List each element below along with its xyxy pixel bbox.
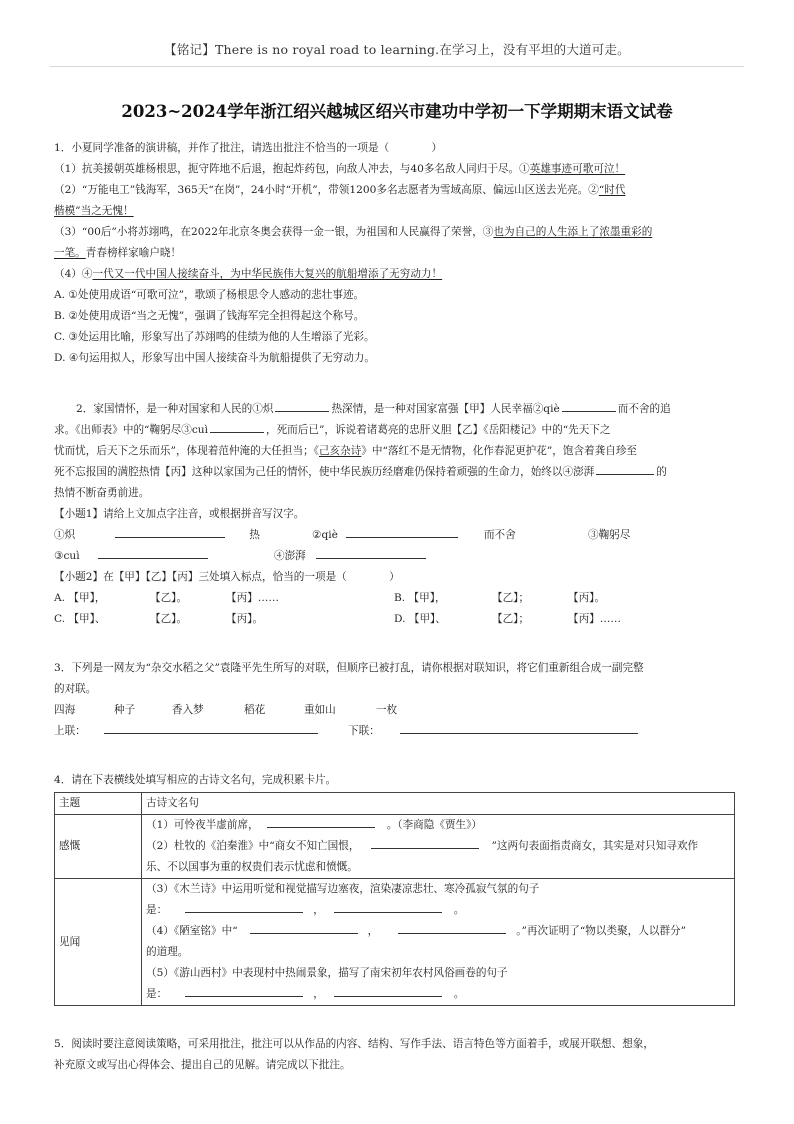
q2-line-3: [54, 441, 740, 462]
q2-l1-text: 2．家国情怀，是一种对国家和人民的①炽: [76, 403, 274, 415]
q1-p1-text: （1）抗美援朝英雄杨根思，扼守阵地不后退，抱起炸药包，向敌人冲去，与40多名敌人同归于尽。①: [54, 163, 530, 175]
q2-fill-5-blank[interactable]: [316, 546, 426, 559]
q4-item-5-answer: [146, 984, 730, 1005]
q2-line-5: 热情不断奋勇前进。: [54, 487, 150, 499]
q4-item-3-answer: [146, 900, 730, 921]
q1-option-d[interactable]: D. ④句运用拟人，形象写出中国人接续奋斗为航船提供了无穷动力。: [54, 352, 375, 364]
q4-r5-period: 。: [453, 988, 465, 1000]
q1-p2-underlined: “时代: [598, 184, 626, 196]
q4-r2-blank[interactable]: [371, 836, 479, 849]
q4-r5-comma: ，: [313, 988, 324, 1000]
q2-fill-1: [54, 525, 312, 546]
q2-sub-1: 【小题1】请给上文加点字注音，或根据拼音写汉字。: [54, 508, 305, 520]
q4-r3-comma: ，: [313, 904, 324, 916]
q2-option-a-3: 【丙】……: [226, 592, 279, 604]
q1-p3-tail: 青春榜样家喻户晓！: [85, 247, 182, 259]
q4-r3-period: 。: [453, 904, 465, 916]
q3-stem-1: 3．下列是一网友为“杂交水稻之父”袁隆平先生所写的对联，但顺序已被打乱，请你根据对联知识，将它们重新组合成一副完整: [54, 662, 644, 674]
q2-option-b-2: 【乙】；: [492, 592, 530, 604]
theme-cell-gankai: 感慨: [55, 815, 142, 879]
q3-lower-blank[interactable]: [400, 721, 638, 734]
q3-answer-row: [54, 721, 740, 742]
q3-word: 种子: [114, 704, 136, 716]
q4-r1-source: 。（李商隐《贾生》）: [386, 819, 483, 831]
question-3: [54, 658, 740, 742]
q2-option-a-2: 【乙】。: [150, 592, 188, 604]
q2-l2-text-b: ，死而后已”，诉说着诸葛亮的忠肝义胆【乙】《岳阳楼记》中的“先天下之: [265, 424, 611, 436]
q2-blank-4[interactable]: [596, 462, 654, 475]
header-motto: 【铭记】There is no royal road to learning.在学习上，没有平坦的大道可走。: [164, 42, 630, 57]
q5-line-2: 补充原文或写出心得体会、提出自己的见解。请完成以下批注。: [54, 1059, 351, 1071]
q2-fill-5: [274, 546, 428, 567]
question-2: [54, 399, 740, 630]
q3-upper-label: 上联：: [54, 725, 86, 737]
q1-option-c[interactable]: C. ③处运用比喻，形象写出了苏翊鸣的佳绩为他的人生增添了光彩。: [54, 331, 375, 343]
q4-r4-text: （4）《陋室铭》中“: [146, 925, 238, 937]
q2-fill-4-blank[interactable]: [98, 546, 208, 559]
q4-r3-label: 是：: [146, 904, 168, 916]
q4-r2-text-b: ”这两句表面指责商女，其实是对只知寻欢作: [491, 840, 699, 852]
q2-options-cd: [54, 609, 740, 630]
q2-fill-5-label: ④澎湃: [274, 550, 306, 562]
q5-line-1: 5．阅读时要注意阅读策略，可采用批注，批注可以从作品的内容、结构、写作手法、语言特色等方面着手，或展开联想、想象，: [54, 1038, 654, 1050]
q2-l2-text: 求。《出师表》中的“鞠躬尽③cuì: [54, 424, 208, 436]
table-header-theme: 主题: [55, 793, 142, 815]
q4-r1-text: （1）可怜夜半虚前席，: [146, 819, 259, 831]
q2-fill-2-blank[interactable]: [346, 525, 458, 538]
q2-line-4: [54, 462, 740, 483]
q1-para-4: [54, 264, 740, 285]
q4-r5-blank-1[interactable]: [185, 984, 303, 997]
q2-l4-text-b: 的: [656, 466, 667, 478]
q2-sub-2: 【小题2】在【甲】【乙】【丙】三处填入标点，恰当的一项是（ ）: [54, 571, 400, 583]
q3-upper-blank[interactable]: [104, 721, 318, 734]
q2-fill-1-suffix: 热: [249, 529, 260, 541]
q4-r3-blank-2[interactable]: [334, 900, 442, 913]
q2-l1-text-c: 而不舍的追: [617, 403, 671, 415]
q2-l3-text-c: 》中“落红不是无情物，化作春泥更护花”，饱含着龚自珍至: [361, 445, 638, 457]
q1-para-2: [54, 180, 740, 201]
q1-para-3b: [54, 243, 740, 264]
q2-fill-3: ③鞠躬尽: [588, 529, 631, 541]
q4-r5-label: 是：: [146, 988, 168, 1000]
q4-r2-text: （2）杜牧的《泊秦淮》中“商女不知亡国恨，: [146, 840, 360, 852]
q1-option-b[interactable]: B. ②处使用成语“当之无愧”，强调了钱海军完全担得起这个称号。: [54, 310, 365, 322]
q4-item-5: （5）《游山西村》中表现村中热闹景象，描写了南宋初年农村风俗画卷的句子: [146, 967, 508, 979]
q3-lower-label: 下联：: [348, 725, 380, 737]
q2-blank-2[interactable]: [562, 399, 616, 412]
page-title: 2023~2024学年浙江绍兴越城区绍兴市建功中学初一下学期期末语文试卷: [121, 102, 673, 121]
q4-stem: 4．请在下表横线处填写相应的古诗文名句，完成积累卡片。: [54, 774, 337, 786]
q4-item-2-cont: 乐、不以国事为重的权贵们表示忧虑和愤慨。: [146, 861, 358, 873]
q3-word: 一枚: [376, 704, 398, 716]
q1-p3-underlined-cont: 一笔。: [54, 247, 86, 259]
q2-l4-text: 死不忘报国的满腔热情【丙】这种以家国为己任的情怀，使中华民族历经磨难仍保持着顽强的生命力，始终以④澎湃: [54, 466, 595, 478]
q2-option-d-2: 【乙】；: [492, 613, 530, 625]
q4-item-1: [146, 815, 730, 836]
table-header-quote: 古诗文名句: [142, 793, 735, 815]
q2-l3-title: 己亥杂诗: [318, 445, 362, 457]
q2-fill-1-label: ①炽: [54, 529, 76, 541]
q2-line-1: [54, 399, 740, 420]
table-header-row: [55, 793, 735, 815]
q2-fill-4-label: ③cuì: [54, 550, 80, 562]
q4-r5-blank-2[interactable]: [334, 984, 442, 997]
q2-fill-4: [54, 546, 274, 567]
q2-option-d-3: 【丙】……: [568, 613, 621, 625]
q4-r4-text-b: 。”再次证明了“物以类聚，人以群分”: [516, 925, 687, 937]
q3-word: 稻花: [244, 704, 266, 716]
q4-item-2: [146, 836, 730, 857]
q2-option-c-3: 【丙】。: [226, 613, 264, 625]
q2-l1-text-b: 热深情，是一种对国家富强【甲】人民幸福②qiè: [331, 403, 560, 415]
q2-option-b-3: 【丙】。: [568, 592, 606, 604]
q1-para-2b: [54, 201, 740, 222]
question-5: [54, 1034, 740, 1076]
q1-p2-underlined-cont: 楷模”当之无愧！: [54, 205, 134, 217]
question-1: [54, 138, 740, 369]
q2-options-ab: [54, 588, 740, 609]
q2-l3-text: 忧而忧，后天下之乐而乐”，体现着范仲淹的大任担当；《: [54, 445, 319, 457]
q1-p2-text: （2）“万能电工”钱海军，365天“在岗”，24小时“开机”，带领1200多名志愿者为雪域高原、偏远山区送去光亮。②: [54, 184, 599, 196]
q2-option-c-2: 【乙】。: [150, 613, 188, 625]
q4-item-4-cont: 的道理。: [146, 946, 189, 958]
q4-r4-comma: ，: [367, 925, 379, 937]
q2-fill-1-blank[interactable]: [115, 525, 225, 538]
q4-r4-blank-1[interactable]: [250, 921, 358, 934]
quote-cell-jianwen: [142, 879, 735, 1006]
q2-option-a[interactable]: A. 【甲】，: [54, 592, 106, 604]
q4-r4-blank-2[interactable]: [398, 921, 506, 934]
q4-r3-blank-1[interactable]: [185, 900, 303, 913]
q2-fill-2-label: ②qiè: [312, 529, 338, 541]
q4-item-4: [146, 921, 730, 942]
q1-para-1: [54, 159, 740, 180]
q3-word-bank: [54, 700, 740, 721]
q1-p3-underlined: 也为自己的人生添上了浓墨重彩的: [493, 226, 653, 238]
q1-option-a[interactable]: A. ①处使用成语“可歌可泣”，歌颂了杨根思令人感动的悲壮事迹。: [54, 289, 365, 301]
q1-para-3: [54, 222, 740, 243]
quote-cell-gankai: [142, 815, 735, 879]
q4-item-3: （3）《木兰诗》中运用听觉和视觉描写边塞夜，渲染凄凉悲壮、寒冷孤寂气氛的句子: [146, 883, 540, 895]
q2-fill-2-suffix: 而不舍: [483, 529, 516, 541]
table-row: [55, 879, 735, 1006]
q2-blank-1[interactable]: [275, 399, 329, 412]
q1-stem: 1．小夏同学准备的演讲稿，并作了批注，请选出批注不恰当的一项是（ ）: [54, 142, 443, 154]
q2-fill-2: [312, 525, 588, 546]
q3-word: 重如山: [304, 704, 336, 716]
q2-fill-row-1: [54, 525, 740, 546]
q2-option-d[interactable]: D. 【甲】、: [394, 613, 446, 625]
q1-p3-text: （3）“00后”小将苏翊鸣，在2022年北京冬奥会获得一金一银，为祖国和人民赢得了荣誉，③: [54, 226, 494, 238]
q3-word: 香入梦: [172, 704, 204, 716]
q4-r1-blank[interactable]: [267, 815, 375, 828]
header-divider: [50, 66, 744, 67]
q2-line-2: [54, 420, 740, 441]
q2-option-b[interactable]: B. 【甲】，: [394, 592, 446, 604]
q1-p4-text: （4）④: [54, 268, 93, 280]
q1-p1-underlined: 英雄事迹可歌可泣！: [529, 163, 626, 175]
q3-stem-2: 的对联。: [54, 683, 97, 695]
q2-option-c[interactable]: C. 【甲】、: [54, 613, 106, 625]
q4-card-table: [54, 792, 735, 1006]
q3-word: 四海: [54, 704, 76, 716]
table-row: [55, 815, 735, 879]
q2-fill-row-2: [54, 546, 740, 567]
theme-cell-jianwen: 见闻: [55, 879, 142, 1006]
q2-blank-3[interactable]: [210, 420, 264, 433]
q1-p4-underlined: 一代又一代中国人接续奋斗，为中华民族伟大复兴的航船增添了无穷动力！: [92, 268, 443, 280]
